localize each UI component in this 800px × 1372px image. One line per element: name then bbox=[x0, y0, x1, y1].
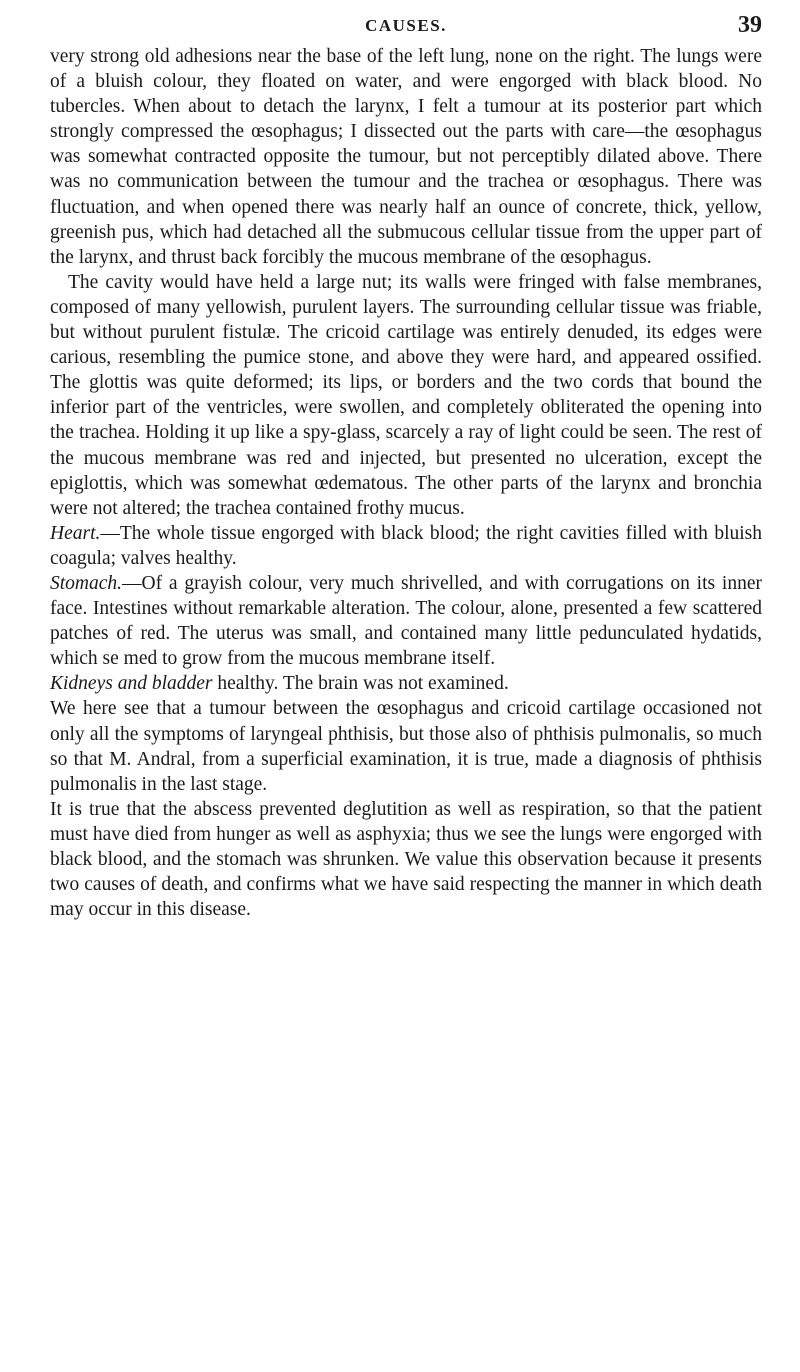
paragraph-conclusion bbox=[50, 797, 762, 922]
running-title: CAUSES. bbox=[365, 16, 447, 35]
paragraph-text: —Of a grayish colour, very much shrivelled, and with corrugations on its inner face. Intestines without remarkable alteration. The colour, alone, presented a few scattered patches of red. The uterus was small, and contained many little pedunculated hydatids, which se med to grow from the mucous membrane itself. bbox=[50, 572, 762, 670]
paragraph-cavity-description bbox=[50, 270, 762, 521]
paragraph-text: —The whole tissue engorged with black blood; the right cavities filled with bluish coagula; valves healthy. bbox=[50, 522, 762, 569]
run-in-heading-stomach: Stomach. bbox=[50, 572, 123, 594]
paragraph-text: very strong old adhesions near the base of the left lung, none on the right. The lungs were of a bluish colour, they floated on water, and were engorged with black blood. No tubercles. When about to detach the larynx, I felt a tumour at its posterior part which strongly compressed the œsophagus; I dissected out the parts with care—the œsophagus was somewhat contracted opposite the tumour, but not perceptibly dilated above. There was no communication between the tumour and the trachea or œsophagus. There was fluctuation, and when opened there was nearly half an ounce of concrete, thick, yellow, greenish pus, which had detached all the submucous cellular tissue from the upper part of the larynx, and thrust back forcibly the mucous membrane of the œsophagus. bbox=[50, 46, 762, 268]
running-head bbox=[50, 12, 762, 40]
body-text bbox=[50, 44, 762, 922]
book-page bbox=[50, 12, 762, 922]
page-number: 39 bbox=[738, 12, 762, 38]
paragraph-text: healthy. The brain was not examined. bbox=[212, 673, 509, 695]
paragraph-heart bbox=[50, 521, 762, 571]
paragraph-text: It is true that the abscess prevented deglutition as well as respiration, so that the patient must have died from hunger as well as asphyxia; thus we see the lungs were engorged with black blood, and the stomach was shrunken. We value this observation because it presents two causes of death, and confirms what we have said respecting the manner in which death may occur in this disease. bbox=[50, 798, 762, 921]
run-in-heading-kidneys: Kidneys and bladder bbox=[50, 673, 213, 695]
paragraph-kidneys bbox=[50, 671, 762, 696]
paragraph-stomach bbox=[50, 571, 762, 671]
run-in-heading-heart: Heart. bbox=[50, 522, 101, 544]
paragraph-text: The cavity would have held a large nut; its walls were fringed with false membranes, composed of many yellowish, purulent layers. The surrounding cellular tissue was friable, but without purulent fistulæ. The cricoid cartilage was entirely denuded, its edges were carious, resembling the pumice stone, and above they were hard, and appeared ossified. The glottis was quite deformed; its lips, or borders and the two cords that bound the inferior part of the ventricles, were swollen, and completely obliterated the opening into the trachea. Holding it up like a spy-glass, scarcely a ray of light could be seen. The rest of the mucous membrane was red and injected, but presented no ulceration, except the epiglottis, which was somewhat œdematous. The other parts of the larynx and bronchia were not altered; the trachea contained frothy mucus. bbox=[50, 271, 762, 519]
paragraph-diagnosis-discussion bbox=[50, 696, 762, 796]
paragraph-autopsy-lungs-larynx bbox=[50, 44, 762, 270]
paragraph-text: We here see that a tumour between the œsophagus and cricoid cartilage occasioned not only all the symptoms of laryngeal phthisis, but those also of phthisis pulmonalis, so much so that M. Andral, from a superficial examination, it is true, made a diagnosis of phthisis pulmonalis in the last stage. bbox=[50, 698, 762, 795]
